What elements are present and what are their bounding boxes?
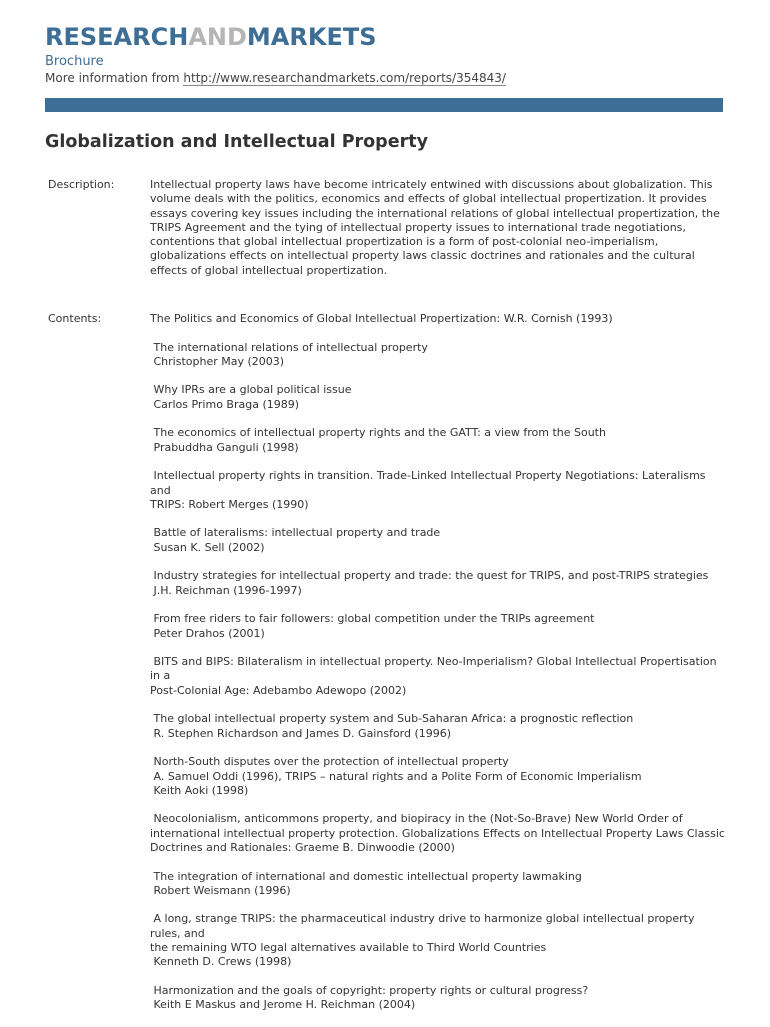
description-text: Intellectual property laws have become intricately entwined with discussions about globalization. This volume deals with the politics, economics and effects of global intellectual propertization. It provides essays covering key issues including the international relations of global intellectual propertization, the TRIPS Agreement and the tying of intellectual property issues to international trade negotiations, contentions that global intellectual propertization is a form of post-colonial neo-imperialism, globalizations effects on intellectual property laws classic doctrines and rationales and the cultural effects of global intellectual propertization. [150, 178, 720, 277]
description-label: Description: [48, 178, 115, 191]
contents-item-line: A long, strange TRIPS: the pharmaceutical industry drive to harmonize global intellectual property rules, and [150, 912, 698, 940]
contents-item-line: Kenneth D. Crews (1998) [150, 955, 292, 969]
contents-item-line: The economics of intellectual property rights and the GATT: a view from the South [150, 426, 606, 440]
contents-item [150, 341, 726, 370]
contents-item [150, 812, 726, 855]
contents-item-line: Industry strategies for intellectual property and trade: the quest for TRIPS, and post-TRIPS strategies [150, 569, 709, 583]
report-url-link[interactable]: http://www.researchandmarkets.com/reports/354843/ [183, 71, 506, 85]
contents-item-line: North-South disputes over the protection of intellectual property [150, 755, 509, 769]
contents-item-line: BITS and BIPS: Bilateralism in intellectual property. Neo-Imperialism? Global Intellectual Propertisation in a [150, 655, 721, 683]
contents-item-line: Keith Aoki (1998) [150, 783, 249, 797]
contents-item [150, 870, 726, 899]
contents-item [150, 612, 726, 641]
contents-item-line: Robert Weismann (1996) [150, 883, 291, 897]
contents-item-line: Battle of lateralisms: intellectual property and trade [150, 526, 441, 540]
contents-item [150, 912, 726, 969]
contents-item-line: Susan K. Sell (2002) [150, 540, 265, 554]
contents-item [150, 712, 726, 741]
more-info-line [45, 70, 506, 86]
header-divider-bar [45, 98, 723, 112]
contents-item [150, 526, 726, 555]
contents-item-line: Christopher May (2003) [150, 354, 285, 368]
contents-item [150, 569, 726, 598]
contents-item-line: Doctrines and Rationales: Graeme B. Dinwoodie (2000) [150, 840, 455, 854]
contents-item-line: J.H. Reichman (1996-1997) [150, 583, 302, 597]
researchandmarkets-logo [45, 22, 377, 52]
page-title: Globalization and Intellectual Property [45, 132, 428, 152]
logo-markets: MARKETS [246, 23, 377, 51]
contents-item-line: Carlos Primo Braga (1989) [150, 397, 300, 411]
contents-item-line: Why IPRs are a global political issue [150, 383, 352, 397]
contents-item-line: international intellectual property protection. Globalizations Effects on Intellectual Property Laws Classic [150, 826, 725, 840]
contents-item-line: Keith E Maskus and Jerome H. Reichman (2004) [150, 998, 416, 1012]
contents-item-line: the remaining WTO legal alternatives available to Third World Countries [150, 941, 547, 955]
contents-item-line: Intellectual property rights in transition. Trade-Linked Intellectual Property Negotiations: Lateralisms and [150, 469, 710, 497]
contents-item [150, 984, 726, 1013]
contents-item [150, 383, 726, 412]
logo-and: AND [188, 23, 247, 51]
contents-item-line: The integration of international and domestic intellectual property lawmaking [150, 869, 582, 883]
contents-item-line: A. Samuel Oddi (1996), TRIPS – natural rights and a Polite Form of Economic Imperialism [150, 769, 642, 783]
logo-research: RESEARCH [45, 23, 189, 51]
contents-item-line: The Politics and Economics of Global Intellectual Propertization: W.R. Cornish (1993) [150, 312, 613, 325]
contents-item [150, 469, 726, 512]
contents-list [150, 312, 726, 1027]
contents-item-line: The global intellectual property system and Sub-Saharan Africa: a prognostic reflection [150, 712, 634, 726]
contents-item-line: Harmonization and the goals of copyright: property rights or cultural progress? [150, 983, 589, 997]
more-info-prefix: More information from [45, 71, 180, 85]
contents-item-line: Prabuddha Ganguli (1998) [150, 440, 299, 454]
contents-label: Contents: [48, 312, 102, 325]
contents-item [150, 655, 726, 698]
contents-item-line: TRIPS: Robert Merges (1990) [150, 497, 309, 511]
contents-item [150, 312, 726, 326]
contents-item-line: Post-Colonial Age: Adebambo Adewopo (2002) [150, 683, 407, 697]
contents-item-line: The international relations of intellectual property [150, 340, 428, 354]
contents-item-line: Peter Drahos (2001) [150, 626, 265, 640]
contents-item-line: Neocolonialism, anticommons property, and biopiracy in the (Not-So-Brave) New World Order of [150, 812, 683, 826]
contents-item-line: From free riders to fair followers: global competition under the TRIPs agreement [150, 612, 595, 626]
contents-item-line: R. Stephen Richardson and James D. Gainsford (1996) [150, 726, 452, 740]
contents-item [150, 755, 726, 798]
brochure-label: Brochure [45, 54, 104, 69]
contents-item [150, 426, 726, 455]
